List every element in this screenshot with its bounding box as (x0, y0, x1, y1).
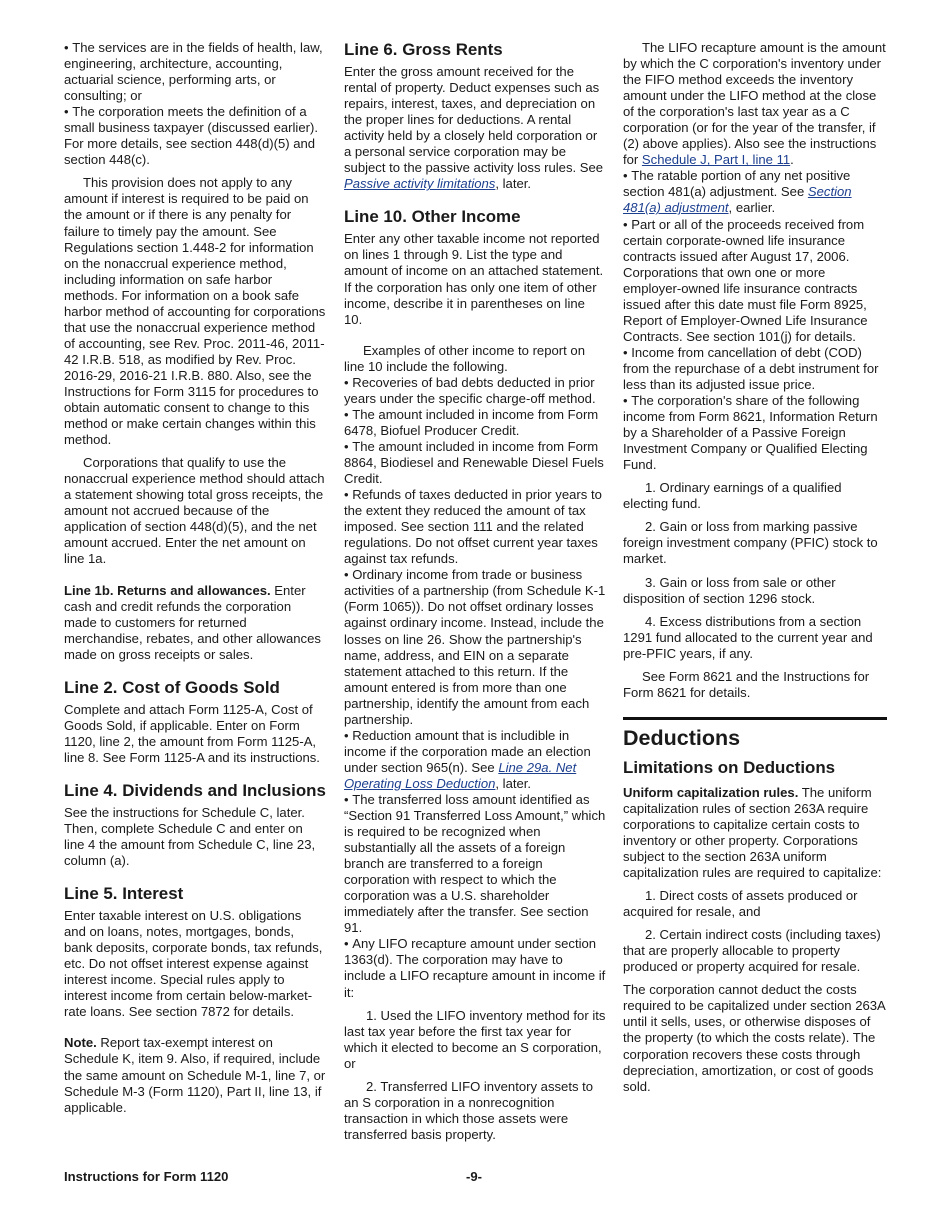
bullet-transferred-loss: • The transferred loss amount identified as “Section 91 Transferred Loss Amount,” which is required to be recognized when substantially all the assets of a foreign branch are transferred to a foreign corporation with respect to which the corporation was a U.S. shareholder immediately after the transfer. See section 91. (344, 792, 606, 936)
para-line-2: Complete and attach Form 1125-A, Cost of Goods Sold, if applicable. Enter on Form 1120, line 2, the amount from Form 1125-A, line 8. See Form 1125-A and its instructions. (64, 701, 320, 765)
heading-limitations: Limitations on Deductions (623, 757, 836, 777)
para-see-8621: See Form 8621 and the Instructions for Form 8621 for details. (623, 668, 870, 700)
bullet-reduction-amount (344, 728, 606, 792)
b6-text: Reduction amount that is includible in income if the corporation made an election under section 965(n). See (344, 727, 591, 775)
para-line-10: Enter any other taxable income not reported on lines 1 through 9. List the type and amount of income on an attached statement. If the corporation has only one item of other income, describe it in parentheses on line 10. (344, 231, 604, 327)
link-section-481a[interactable]: Section 481(a) adjustment (623, 184, 852, 216)
bullet-form-8864: • The amount included in income from Form 8864, Biodiesel and Renewable Diesel Fuels Credit. (344, 439, 606, 487)
para-nonaccrual-provision: This provision does not apply to any amount if interest is required to be paid on the amount or if there is any penalty for failure to timely pay the amount. See Regulations section 1.448-2 for information on the nonaccrual experience method, including information on safe harbor methods. For information on a book safe harbor method of accounting for corporations that use the nonaccrual experience method of accounting, see Rev. Proc. 2011-46, 2011-42 I.R.B. 518, as modified by Rev. Proc. 2016-29, 2016-21 I.R.B. 880. Also, see the Instructions for Form 3115 for procedures to obtain automatic consent to change to this method or make certain changes within this method. (64, 175, 326, 448)
numbered-item-3: 3. Gain or loss from sale or other disposition of section 1296 stock. (623, 574, 836, 606)
para-examples: Examples of other income to report on line 10 include the following. (344, 342, 585, 374)
heading-deductions: Deductions (623, 725, 741, 750)
para-line-5: Enter taxable interest on U.S. obligations and on loans, notes, mortgages, bonds, bank deposits, corporate bonds, tax refunds, etc. Do not offset interest expense against interest income. Special rules apply to interest income from certain below-market-rate loans. See section 7872 for details. (64, 908, 323, 1020)
bullet-bad-debts: • Recoveries of bad debts deducted in prior years under the specific charge-off method. (344, 375, 606, 407)
line-6-text: Enter the gross amount received for the rental of property. Deduct expenses such as repairs, interest, taxes, and depreciation on the proper lines for deductions. A rental activity held by a closely held corporation or a personal service corporation may be subject to the passive activity loss rules. See (344, 64, 604, 176)
footer-page-number: -9- (466, 1169, 483, 1184)
heading-line-2: Line 2. Cost of Goods Sold (64, 677, 280, 697)
column-left (64, 40, 326, 1116)
b1-text: The ratable portion of any net positive section 481(a) adjustment. See (623, 168, 851, 200)
line-1b-text: Enter cash and credit refunds the corporation made to customers for returned merchandise, rebates, and other allowances made on gross receipts or sales. (64, 582, 321, 662)
bullet-life-insurance: • Part or all of the proceeds received from certain corporate-owned life insurance contracts issued after August 17, 2006. Corporations that own one or more employer-owned life insurance contracts issued after this date must file Form 8925, Report of Employer-Owned Life Insurance Contracts. See section 101(j) for details. (623, 217, 887, 345)
unicap-heading: Uniform capitalization rules. (623, 784, 799, 800)
note-text: Report tax-exempt interest on Schedule K, item 9. Also, if required, include the same amount on Schedule M-1, line 7, or Schedule M-3 (Form 1120), Part II, line 13, if applicable. (64, 1035, 326, 1115)
para-nonaccrual-statement: Corporations that qualify to use the nonaccrual experience method should attach a statement showing total gross receipts, the amount not accrued because of the application of section 448(d)(5), and the net amount accrued. Enter the net amount on line 1a. (64, 455, 325, 567)
bullet-partnership-income: • Ordinary income from trade or business activities of a partnership (from Schedule K-1 (Form 1065)). Do not offset ordinary losses against ordinary income. Instead, include the losses on line 26. Show the partnership's name, address, and EIN on a separate statement attached to this return. If the amount entered is from more than one partnership, identify the amount from each partnership. (344, 567, 606, 727)
heading-line-10: Line 10. Other Income (344, 207, 521, 227)
bullet-form-6478: • The amount included in income from Form 6478, Biofuel Producer Credit. (344, 407, 606, 439)
column-middle (344, 40, 606, 1143)
footer-form-title: Instructions for Form 1120 (64, 1169, 229, 1184)
numbered-item-4: 4. Excess distributions from a section 1291 fund allocated to the current year and pre-PFIC years, if any. (623, 613, 873, 661)
line-6-tail: , later. (495, 176, 532, 192)
line-1b-heading: Line 1b. Returns and allowances. (64, 582, 271, 598)
unicap-text: The uniform capitalization rules of section 263A require corporations to capitalize certain costs to inventory or other property. Corporations subject to the section 263A uniform capitalization rules are required to capitalize: (623, 784, 882, 881)
heading-line-6: Line 6. Gross Rents (344, 40, 503, 59)
unicap-item-1: 1. Direct costs of assets produced or acquired for resale, and (623, 888, 858, 920)
para-line-6 (344, 64, 606, 192)
bullet-481a (623, 168, 887, 216)
bullet-form-8621: • The corporation's share of the following income from Form 8621, Information Return by a Shareholder of a Passive Foreign Investment Company or Qualified Electing Fund. (623, 393, 887, 473)
b1-tail: , earlier. (728, 200, 776, 216)
para-lifo-amount (623, 40, 887, 168)
para-unicap (623, 785, 887, 881)
heading-line-5: Line 5. Interest (64, 884, 184, 904)
numbered-item-2: 2. Transferred LIFO inventory assets to an S corporation in a nonrecognition transaction in which those assets were transferred basis property. (344, 1078, 594, 1142)
column-right (623, 40, 887, 1095)
b6-tail: , later. (495, 775, 532, 791)
bullet-small-business: • The corporation meets the definition of a small business taxpayer (discussed earlier). For more details, see section 448(d)(5) and section 448(c). (64, 104, 326, 168)
heading-line-4: Line 4. Dividends and Inclusions (64, 780, 326, 800)
para-capitalized-costs: The corporation cannot deduct the costs required to be capitalized under section 263A until it sells, uses, or otherwise disposes of the property (to which the costs relate). The corporation recovers these costs through depreciation, amortization, or cost of goods sold. (623, 982, 886, 1094)
bullet-tax-refunds: • Refunds of taxes deducted in prior years to the extent they reduced the amount of tax imposed. See section 111 and the related regulations. Do not offset current year taxes against tax refunds. (344, 487, 606, 567)
link-line-29a[interactable]: Line 29a. Net Operating Loss Deduction (344, 759, 577, 791)
numbered-item-2: 2. Gain or loss from marking passive foreign investment company (PFIC) stock to market. (623, 519, 878, 567)
bullet-services-fields: • The services are in the fields of health, law, engineering, architecture, accounting, actuarial science, performing arts, or consulting; or (64, 40, 326, 104)
note-label: Note. (64, 1035, 97, 1051)
section-divider (623, 717, 887, 720)
link-passive-activity-limitations[interactable]: Passive activity limitations (344, 176, 496, 192)
p1-text: The LIFO recapture amount is the amount by which the C corporation's inventory under the FIFO method exceeds the inventory amount under the LIFO method at the close of the corporation's last tax year as a C corporation (or for the year of the transfer, if (2) above applies). Also see the instructions for (623, 40, 886, 168)
bullet-cod-income: • Income from cancellation of debt (COD) from the repurchase of a debt instrument for less than its adjusted issue price. (623, 345, 887, 393)
numbered-item-1: 1. Used the LIFO inventory method for its last tax year before the first tax year for which it elected to become an S corporation, or (344, 1007, 606, 1071)
para-note (64, 1035, 326, 1115)
link-schedule-j[interactable]: Schedule J, Part I, line 11 (641, 152, 791, 168)
para-line-4: See the instructions for Schedule C, later. Then, complete Schedule C and enter on line 4 the amount from Schedule C, line 23, column (a). (64, 804, 316, 869)
p1-tail: . (790, 152, 794, 168)
para-line-1b (64, 583, 326, 663)
numbered-item-1: 1. Ordinary earnings of a qualified electing fund. (623, 480, 842, 512)
bullet-lifo-recapture: • Any LIFO recapture amount under section 1363(d). The corporation may have to include a LIFO recapture amount in income if it: (344, 936, 606, 1000)
unicap-item-2: 2. Certain indirect costs (including taxes) that are properly allocable to property produced or property acquired for resale. (623, 927, 881, 975)
